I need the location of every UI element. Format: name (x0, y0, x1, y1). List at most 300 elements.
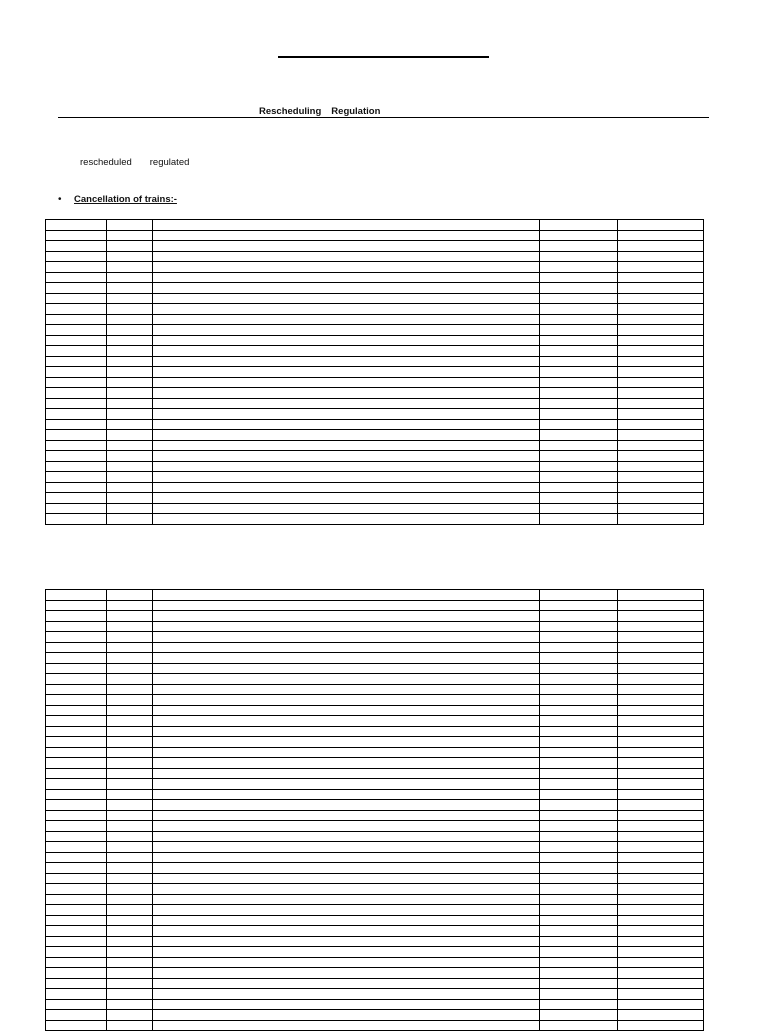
table-cell (540, 789, 618, 800)
table-row (46, 600, 704, 611)
table-row (46, 747, 704, 758)
table-cell (153, 220, 540, 231)
table-row (46, 989, 704, 1000)
table-cell (107, 821, 153, 832)
table-cell (540, 737, 618, 748)
table-cell (618, 684, 704, 695)
table-cell (153, 430, 540, 441)
table-cell (107, 419, 153, 430)
table-cell (153, 293, 540, 304)
table-cell (107, 430, 153, 441)
table-cell (618, 842, 704, 853)
table-cell (46, 283, 107, 294)
table-cell (107, 978, 153, 989)
table-cell (46, 590, 107, 601)
table-cell (107, 726, 153, 737)
table-row (46, 905, 704, 916)
table-cell (540, 398, 618, 409)
table-cell (153, 1020, 540, 1031)
table-cell (618, 503, 704, 514)
table-row (46, 377, 704, 388)
table-cell (46, 684, 107, 695)
table-cell (153, 936, 540, 947)
table-row (46, 262, 704, 273)
table-cell (46, 600, 107, 611)
table-cell (618, 440, 704, 451)
table-cell (153, 230, 540, 241)
table-cell (540, 1020, 618, 1031)
table-cell (46, 852, 107, 863)
table-cell (153, 926, 540, 937)
document-heading (259, 106, 380, 117)
table-cell (107, 758, 153, 769)
table-cell (540, 251, 618, 262)
table-cell (107, 241, 153, 252)
table-cell (540, 430, 618, 441)
table-cell (153, 461, 540, 472)
table-cell (107, 642, 153, 653)
table-cell (46, 409, 107, 420)
table-cell (107, 674, 153, 685)
table-cell (618, 482, 704, 493)
table-row (46, 440, 704, 451)
table-cell (107, 810, 153, 821)
table-cell (153, 503, 540, 514)
table-row (46, 705, 704, 716)
table-cell (46, 461, 107, 472)
table-cell (153, 999, 540, 1010)
table-cell (46, 894, 107, 905)
table-cell (107, 514, 153, 525)
table-cell (153, 493, 540, 504)
table-cell (107, 398, 153, 409)
table-row (46, 493, 704, 504)
table-cell (46, 873, 107, 884)
table-row (46, 1010, 704, 1021)
table-cell (153, 241, 540, 252)
table-cell (46, 905, 107, 916)
table-cell (618, 419, 704, 430)
table-cell (153, 590, 540, 601)
table-cell (153, 663, 540, 674)
table-cell (153, 642, 540, 653)
table-cell (618, 800, 704, 811)
table-cell (107, 926, 153, 937)
table-cell (153, 346, 540, 357)
table-cell (618, 461, 704, 472)
table-cell (540, 800, 618, 811)
table-row (46, 947, 704, 958)
table-cell (46, 821, 107, 832)
table-row (46, 737, 704, 748)
table-cell (153, 335, 540, 346)
table-cell (540, 674, 618, 685)
table-cell (153, 272, 540, 283)
table-cell (618, 999, 704, 1010)
table-cell (540, 335, 618, 346)
table-cell (153, 821, 540, 832)
table-row (46, 915, 704, 926)
table-cell (618, 251, 704, 262)
table-cell (46, 632, 107, 643)
table-row (46, 346, 704, 357)
table-cell (153, 978, 540, 989)
table-cell (46, 1020, 107, 1031)
table-cell (540, 905, 618, 916)
table-cell (46, 947, 107, 958)
table-cell (107, 632, 153, 643)
table-cell (540, 936, 618, 947)
table-row (46, 314, 704, 325)
table-cell (46, 642, 107, 653)
table-cell (540, 873, 618, 884)
table-row (46, 863, 704, 874)
table-row (46, 999, 704, 1010)
table-cell (107, 831, 153, 842)
table-cell (107, 789, 153, 800)
table-cell (153, 262, 540, 273)
table-cell (46, 398, 107, 409)
table-cell (540, 884, 618, 895)
table-cell (618, 590, 704, 601)
table-cell (618, 377, 704, 388)
table-cell (153, 758, 540, 769)
section-title: Cancellation of trains:- (74, 194, 177, 205)
table-cell (540, 716, 618, 727)
table-cell (46, 989, 107, 1000)
top-rule (278, 56, 489, 58)
table-row (46, 461, 704, 472)
table-cell (618, 514, 704, 525)
table-cell (153, 283, 540, 294)
table-cell (540, 325, 618, 336)
table-cell (540, 632, 618, 643)
table-row (46, 503, 704, 514)
table-row (46, 758, 704, 769)
table-cell (107, 367, 153, 378)
table-cell (46, 789, 107, 800)
table-cell (46, 241, 107, 252)
table-cell (618, 430, 704, 441)
table-cell (107, 768, 153, 779)
table-cell (153, 747, 540, 758)
table-row (46, 653, 704, 664)
table-cell (618, 789, 704, 800)
table-row (46, 241, 704, 252)
table-cell (153, 674, 540, 685)
table-cell (107, 346, 153, 357)
table-row (46, 726, 704, 737)
table-cell (107, 409, 153, 420)
table-cell (46, 831, 107, 842)
table-row (46, 663, 704, 674)
table-cell (618, 852, 704, 863)
table-cell (46, 695, 107, 706)
table-cell (153, 251, 540, 262)
table-cell (618, 621, 704, 632)
table-cell (153, 873, 540, 884)
table-cell (107, 842, 153, 853)
table-cell (618, 356, 704, 367)
table-cell (107, 663, 153, 674)
table-cell (46, 863, 107, 874)
table-cell (540, 653, 618, 664)
status-tags (80, 157, 189, 168)
table-row (46, 451, 704, 462)
table-cell (153, 915, 540, 926)
table-row (46, 398, 704, 409)
table-cell (540, 779, 618, 790)
table-cell (46, 503, 107, 514)
table-cell (618, 737, 704, 748)
table-cell (46, 356, 107, 367)
table-cell (540, 262, 618, 273)
table-cell (153, 482, 540, 493)
table-cell (153, 377, 540, 388)
table-cell (540, 684, 618, 695)
table-cell (153, 852, 540, 863)
table-cell (107, 705, 153, 716)
table-cell (618, 283, 704, 294)
table-cell (540, 894, 618, 905)
table-cell (540, 726, 618, 737)
table-cell (618, 978, 704, 989)
table-row (46, 684, 704, 695)
table-cell (618, 1020, 704, 1031)
table-cell (540, 1010, 618, 1021)
table-cell (46, 1010, 107, 1021)
table-cell (107, 220, 153, 231)
table-cell (540, 514, 618, 525)
table-cell (107, 251, 153, 262)
table-cell (107, 314, 153, 325)
cancellation-table-body (46, 220, 704, 525)
table-cell (107, 590, 153, 601)
table-cell (540, 367, 618, 378)
table-cell (107, 388, 153, 399)
table-cell (46, 936, 107, 947)
table-cell (618, 367, 704, 378)
table-cell (540, 999, 618, 1010)
table-cell (46, 493, 107, 504)
table-cell (153, 314, 540, 325)
table-cell (540, 472, 618, 483)
table-cell (46, 726, 107, 737)
table-row (46, 873, 704, 884)
table-cell (618, 758, 704, 769)
table-row (46, 335, 704, 346)
table-cell (153, 842, 540, 853)
table-cell (540, 419, 618, 430)
table-cell (540, 293, 618, 304)
table-cell (540, 768, 618, 779)
table-cell (107, 852, 153, 863)
table-cell (153, 831, 540, 842)
table-row (46, 789, 704, 800)
table-cell (153, 611, 540, 622)
table-cell (107, 461, 153, 472)
table-cell (618, 451, 704, 462)
table-cell (540, 947, 618, 958)
table-cell (153, 947, 540, 958)
table-cell (46, 325, 107, 336)
heading-word-regulation: Regulation (331, 106, 381, 117)
table-row (46, 821, 704, 832)
table-cell (540, 663, 618, 674)
table-cell (107, 335, 153, 346)
table-cell (618, 821, 704, 832)
table-cell (107, 621, 153, 632)
table-cell (46, 737, 107, 748)
table-cell (107, 272, 153, 283)
table-cell (618, 642, 704, 653)
table-cell (46, 451, 107, 462)
table-cell (107, 493, 153, 504)
table-cell (107, 999, 153, 1010)
table-cell (46, 346, 107, 357)
table-cell (46, 999, 107, 1010)
table-cell (46, 472, 107, 483)
table-row (46, 514, 704, 525)
table-cell (618, 472, 704, 483)
table-cell (618, 262, 704, 273)
table-cell (46, 430, 107, 441)
table-cell (107, 800, 153, 811)
table-row (46, 831, 704, 842)
table-cell (540, 747, 618, 758)
table-row (46, 810, 704, 821)
table-cell (540, 377, 618, 388)
table-cell (618, 653, 704, 664)
table-cell (107, 304, 153, 315)
table-cell (540, 482, 618, 493)
table-cell (107, 716, 153, 727)
table-cell (618, 705, 704, 716)
table-cell (618, 409, 704, 420)
table-cell (618, 293, 704, 304)
table-cell (540, 831, 618, 842)
table-cell (540, 821, 618, 832)
table-row (46, 936, 704, 947)
table-cell (618, 926, 704, 937)
table-cell (540, 705, 618, 716)
tag-rescheduled: rescheduled (80, 157, 132, 168)
table-cell (540, 642, 618, 653)
table-row (46, 674, 704, 685)
table-cell (107, 611, 153, 622)
table-cell (153, 398, 540, 409)
table-cell (153, 863, 540, 874)
table-cell (107, 653, 153, 664)
table-cell (107, 440, 153, 451)
table-row (46, 272, 704, 283)
table-cell (540, 346, 618, 357)
table-cell (540, 440, 618, 451)
table-cell (540, 957, 618, 968)
table-cell (153, 726, 540, 737)
table-cell (153, 653, 540, 664)
table-row (46, 621, 704, 632)
table-row (46, 800, 704, 811)
table-cell (107, 747, 153, 758)
table-cell (540, 863, 618, 874)
table-cell (618, 894, 704, 905)
table-cell (540, 695, 618, 706)
table-cell (618, 611, 704, 622)
table-cell (540, 600, 618, 611)
table-cell (107, 1010, 153, 1021)
table-row (46, 768, 704, 779)
table-cell (46, 915, 107, 926)
table-row (46, 472, 704, 483)
cancellation-table (45, 219, 704, 525)
table-cell (46, 653, 107, 664)
table-row (46, 230, 704, 241)
table-cell (46, 220, 107, 231)
table-cell (46, 335, 107, 346)
table-cell (618, 957, 704, 968)
table-cell (153, 684, 540, 695)
table-cell (540, 388, 618, 399)
table-row (46, 304, 704, 315)
table-row (46, 367, 704, 378)
table-cell (540, 978, 618, 989)
table-row (46, 388, 704, 399)
table-cell (153, 884, 540, 895)
table-cell (153, 716, 540, 727)
bullet-icon: • (58, 194, 62, 205)
tag-regulated: regulated (149, 157, 190, 168)
table-cell (540, 314, 618, 325)
table-row (46, 283, 704, 294)
table-cell (153, 600, 540, 611)
table-cell (107, 451, 153, 462)
table-cell (540, 842, 618, 853)
table-row (46, 842, 704, 853)
table-cell (107, 873, 153, 884)
table-cell (46, 262, 107, 273)
table-cell (46, 514, 107, 525)
table-cell (540, 758, 618, 769)
table-row (46, 894, 704, 905)
table-cell (540, 304, 618, 315)
table-cell (46, 314, 107, 325)
table-cell (46, 367, 107, 378)
table-cell (618, 335, 704, 346)
table-cell (153, 695, 540, 706)
table-cell (153, 768, 540, 779)
table-row (46, 220, 704, 231)
table-cell (540, 915, 618, 926)
table-row (46, 642, 704, 653)
table-cell (618, 831, 704, 842)
table-cell (153, 737, 540, 748)
table-cell (618, 304, 704, 315)
table-cell (153, 440, 540, 451)
table-cell (107, 947, 153, 958)
table-cell (46, 251, 107, 262)
table-cell (153, 514, 540, 525)
table-cell (107, 503, 153, 514)
table-cell (618, 716, 704, 727)
table-row (46, 409, 704, 420)
table-cell (153, 800, 540, 811)
table-cell (153, 325, 540, 336)
table-cell (540, 968, 618, 979)
table-row (46, 695, 704, 706)
table-cell (540, 590, 618, 601)
table-cell (153, 451, 540, 462)
